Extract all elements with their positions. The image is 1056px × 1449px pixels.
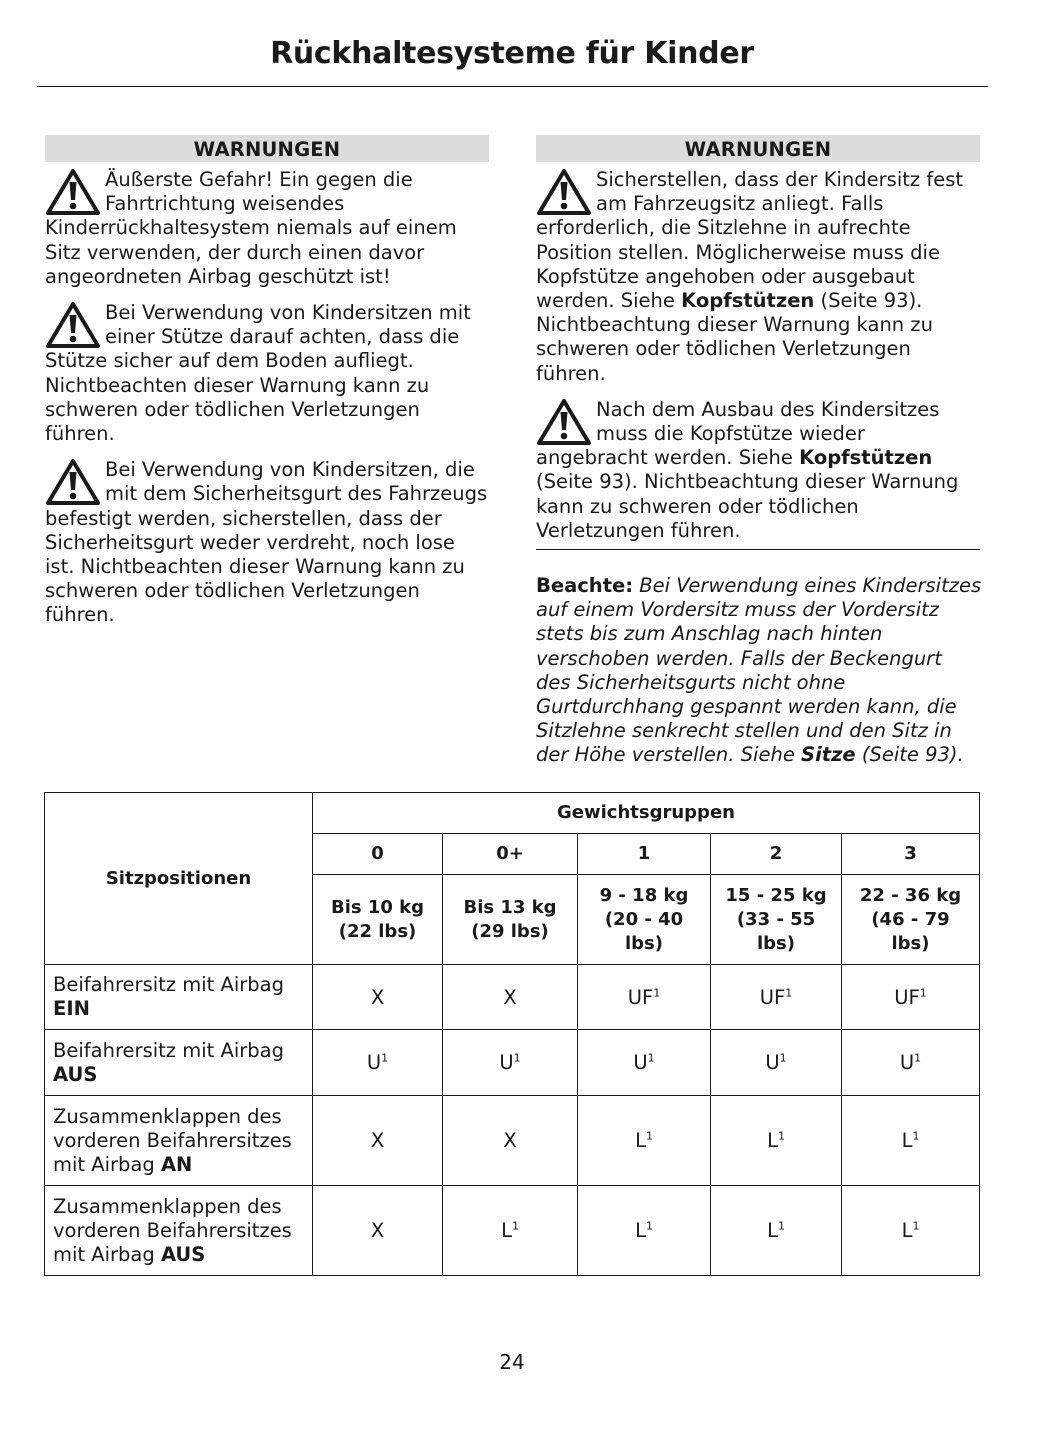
cell-footnote: 1: [653, 986, 661, 999]
table-cell: [313, 1030, 443, 1096]
table-row: [45, 1186, 980, 1276]
cross-reference-link[interactable]: Kopfstützen: [681, 289, 815, 313]
cell-value: L: [635, 1129, 646, 1152]
table-cell: [313, 965, 443, 1030]
cell-value: X: [370, 1129, 385, 1152]
table-cell: [711, 1186, 842, 1276]
label-line: Zusammenklappen des: [53, 1104, 282, 1128]
cell-value: UF: [627, 985, 654, 1009]
warning-text-part: (Seite 93). Nichtbeachtung dieser Warnung kann zu schweren oder tödlichen Verletzungen führen.: [536, 289, 933, 385]
table-cell: [578, 965, 711, 1030]
cell-footnote: 1: [777, 1129, 785, 1143]
left-warnings-column: [45, 135, 489, 628]
note-text-part: Bei Verwendung eines Kindersitzes auf einem Vordersitz muss der Vordersitz stets bis zum Anschlag nach hinten verschoben werden. Falls der Beckengurt des Sicherheitsgurts nicht ohne Gurtdurchhang gespannt werden kann, die Sitzlehne senkrecht stellen und den Sitz in der Höhe verstellen. Siehe: [536, 574, 982, 767]
warning-triangle-icon: [536, 168, 592, 216]
label-bold: AN: [160, 1152, 193, 1176]
table-cell: [842, 1096, 980, 1186]
warning-text-part: (Seite 93). Nichtbeachtung dieser Warnung kann zu schweren oder tödlichen Verletzungen führen.: [536, 470, 959, 542]
cell-footnote: 1: [647, 1051, 655, 1065]
weight-line: lbs): [891, 932, 930, 954]
table-cell: [711, 1030, 842, 1096]
cell-value: X: [370, 985, 385, 1009]
weight-line: lbs): [757, 932, 795, 954]
weight-groups-header: Gewichtsgruppen: [313, 793, 980, 834]
warnings-end-divider: [536, 549, 980, 550]
warning-text: Bei Verwendung von Kindersitzen mit einer Stütze darauf achten, dass die Stütze sicher auf dem Boden aufliegt. Nichtbeachten dieser Warnung kann zu schweren oder tödlichen Verletzungen führen.: [45, 301, 471, 446]
table-cell: [443, 1030, 578, 1096]
label-line: vorderen Beifahrersitzes: [53, 1218, 292, 1242]
seat-position-label: [45, 1186, 313, 1276]
warning-triangle-icon: [45, 168, 101, 216]
table-cell: [313, 1096, 443, 1186]
warning-text: Äußerste Gefahr! Ein gegen die Fahrtrichtung weisendes Kinderrückhaltesystem niemals auf einem Sitz verwenden, der durch einen davor angeordneten Airbag geschützt ist!: [45, 168, 457, 288]
table-row: [45, 1030, 980, 1096]
label-line: Zusammenklappen des: [53, 1194, 282, 1218]
note-text-part: (Seite 93).: [855, 743, 964, 767]
weight-line: (20 - 40: [604, 908, 684, 930]
weight-line: 22 - 36 kg: [859, 884, 962, 906]
group-id: 1: [578, 834, 711, 875]
label-bold: AUS: [160, 1242, 206, 1266]
table-cell: [443, 1096, 578, 1186]
label-line: Beifahrersitz mit Airbag: [53, 973, 284, 996]
warning-item: [45, 301, 489, 446]
table-cell: [578, 1096, 711, 1186]
cell-footnote: 1: [381, 1051, 389, 1065]
page-number: 24: [499, 1350, 525, 1374]
cell-value: U: [633, 1051, 648, 1074]
table-cell: [842, 965, 980, 1030]
cell-value: L: [767, 1219, 778, 1242]
cell-value: UF: [759, 985, 786, 1009]
cell-value: U: [765, 1051, 780, 1074]
group-weight: [313, 875, 443, 965]
warning-text: Bei Verwendung von Kindersitzen, die mit dem Sicherheitsgurt des Fahrzeugs befestigt werden, sicherstellen, dass der Sicherheitsgurt weder verdreht, noch lose ist. Nichtbeachten dieser Warnung kann zu schweren oder tödlichen Verletzungen führen.: [45, 458, 488, 627]
group-weight: [711, 875, 842, 965]
warning-triangle-icon: [536, 398, 592, 446]
table-cell: [313, 1186, 443, 1276]
weight-line: (29 lbs): [471, 920, 549, 942]
table-cell: [578, 1030, 711, 1096]
cell-value: L: [901, 1219, 913, 1242]
table-cell: [578, 1186, 711, 1276]
weight-line: 9 - 18 kg: [599, 884, 689, 906]
cell-value: U: [366, 1051, 382, 1074]
page-title: Rückhaltesysteme für Kinder: [270, 36, 754, 71]
cell-value: U: [499, 1051, 514, 1074]
cell-value: L: [501, 1219, 512, 1242]
right-warnings-column: [536, 135, 980, 550]
cell-footnote: 1: [785, 986, 793, 999]
warning-item: [536, 398, 980, 543]
cell-footnote: 1: [777, 1219, 785, 1233]
note-text: [536, 574, 981, 766]
cell-footnote: 1: [912, 1219, 920, 1233]
warnings-header-left: WARNUNGEN: [45, 135, 489, 162]
warning-text-part: Sicherstellen, dass der Kindersitz fest am Fahrzeugsitz anliegt. Falls erforderlich, die Sitzlehne in aufrechte Position stellen. Möglicherweise muss die Kopfstütze angehoben oder ausgebaut werden. Siehe: [536, 168, 963, 313]
table-row: [45, 1096, 980, 1186]
group-id: 0+: [443, 834, 578, 875]
cell-value: X: [503, 1129, 517, 1152]
seat-position-label: [45, 965, 313, 1030]
weight-line: 15 - 25 kg: [725, 884, 827, 906]
title-divider: [37, 86, 988, 87]
weight-line: Bis 10 kg: [330, 896, 425, 918]
cell-value: U: [899, 1051, 915, 1074]
table-cell: [443, 1186, 578, 1276]
cell-footnote: 1: [914, 1051, 922, 1065]
cell-footnote: 1: [912, 1129, 920, 1143]
table-row: [45, 965, 980, 1030]
table-cell: [842, 1186, 980, 1276]
note-label: Beachte:: [536, 574, 634, 597]
group-id: 3: [842, 834, 980, 875]
cell-footnote: 1: [645, 1219, 653, 1233]
warning-text-part: Nach dem Ausbau des Kindersitzes muss die Kopfstütze wieder angebracht werden. Siehe: [536, 397, 940, 470]
warning-text: [536, 168, 963, 385]
group-id: 0: [313, 834, 443, 875]
warning-item: [536, 168, 980, 386]
weight-line: (22 lbs): [338, 920, 417, 942]
group-weight: [578, 875, 711, 965]
note-block: [536, 574, 982, 768]
group-weight: [842, 875, 980, 965]
label-line: vorderen Beifahrersitzes: [53, 1128, 292, 1152]
seat-positions-header: Sitzpositionen: [45, 793, 313, 965]
cell-value: UF: [894, 985, 920, 1009]
cross-reference-link[interactable]: Kopfstützen: [799, 446, 933, 470]
table-cell: [711, 965, 842, 1030]
warning-triangle-icon: [45, 458, 101, 506]
cell-footnote: 1: [645, 1129, 653, 1143]
warning-item: [45, 168, 489, 289]
cell-footnote: 1: [513, 1051, 521, 1065]
table-cell: [443, 965, 578, 1030]
seat-position-table: [44, 792, 980, 1276]
cell-footnote: 1: [511, 1219, 519, 1233]
cell-value: L: [901, 1129, 913, 1152]
label-line: mit Airbag: [53, 1152, 161, 1176]
weight-line: (33 - 55: [736, 908, 816, 930]
cell-value: X: [370, 1219, 385, 1242]
warning-text: [536, 398, 958, 542]
table-cell: [842, 1030, 980, 1096]
cell-value: L: [635, 1219, 646, 1242]
table-cell: [711, 1096, 842, 1186]
label-bold: AUS: [53, 1062, 98, 1086]
seat-position-label: [45, 1030, 313, 1096]
warnings-header-right: WARNUNGEN: [536, 135, 980, 162]
weight-line: lbs): [625, 932, 663, 954]
cell-value: L: [767, 1129, 778, 1152]
cell-footnote: 1: [779, 1051, 787, 1065]
seat-position-label: [45, 1096, 313, 1186]
cell-footnote: 1: [919, 986, 927, 999]
label-line: Beifahrersitz mit Airbag: [53, 1038, 284, 1062]
cross-reference-link[interactable]: Sitze: [801, 743, 856, 767]
warning-triangle-icon: [45, 301, 101, 349]
weight-line: Bis 13 kg: [463, 896, 557, 918]
weight-line: (46 - 79: [871, 908, 950, 930]
group-id: 2: [711, 834, 842, 875]
group-weight: [443, 875, 578, 965]
cell-value: X: [503, 985, 517, 1009]
label-line: mit Airbag: [53, 1242, 161, 1266]
label-bold: EIN: [53, 997, 90, 1020]
warning-item: [45, 458, 489, 627]
